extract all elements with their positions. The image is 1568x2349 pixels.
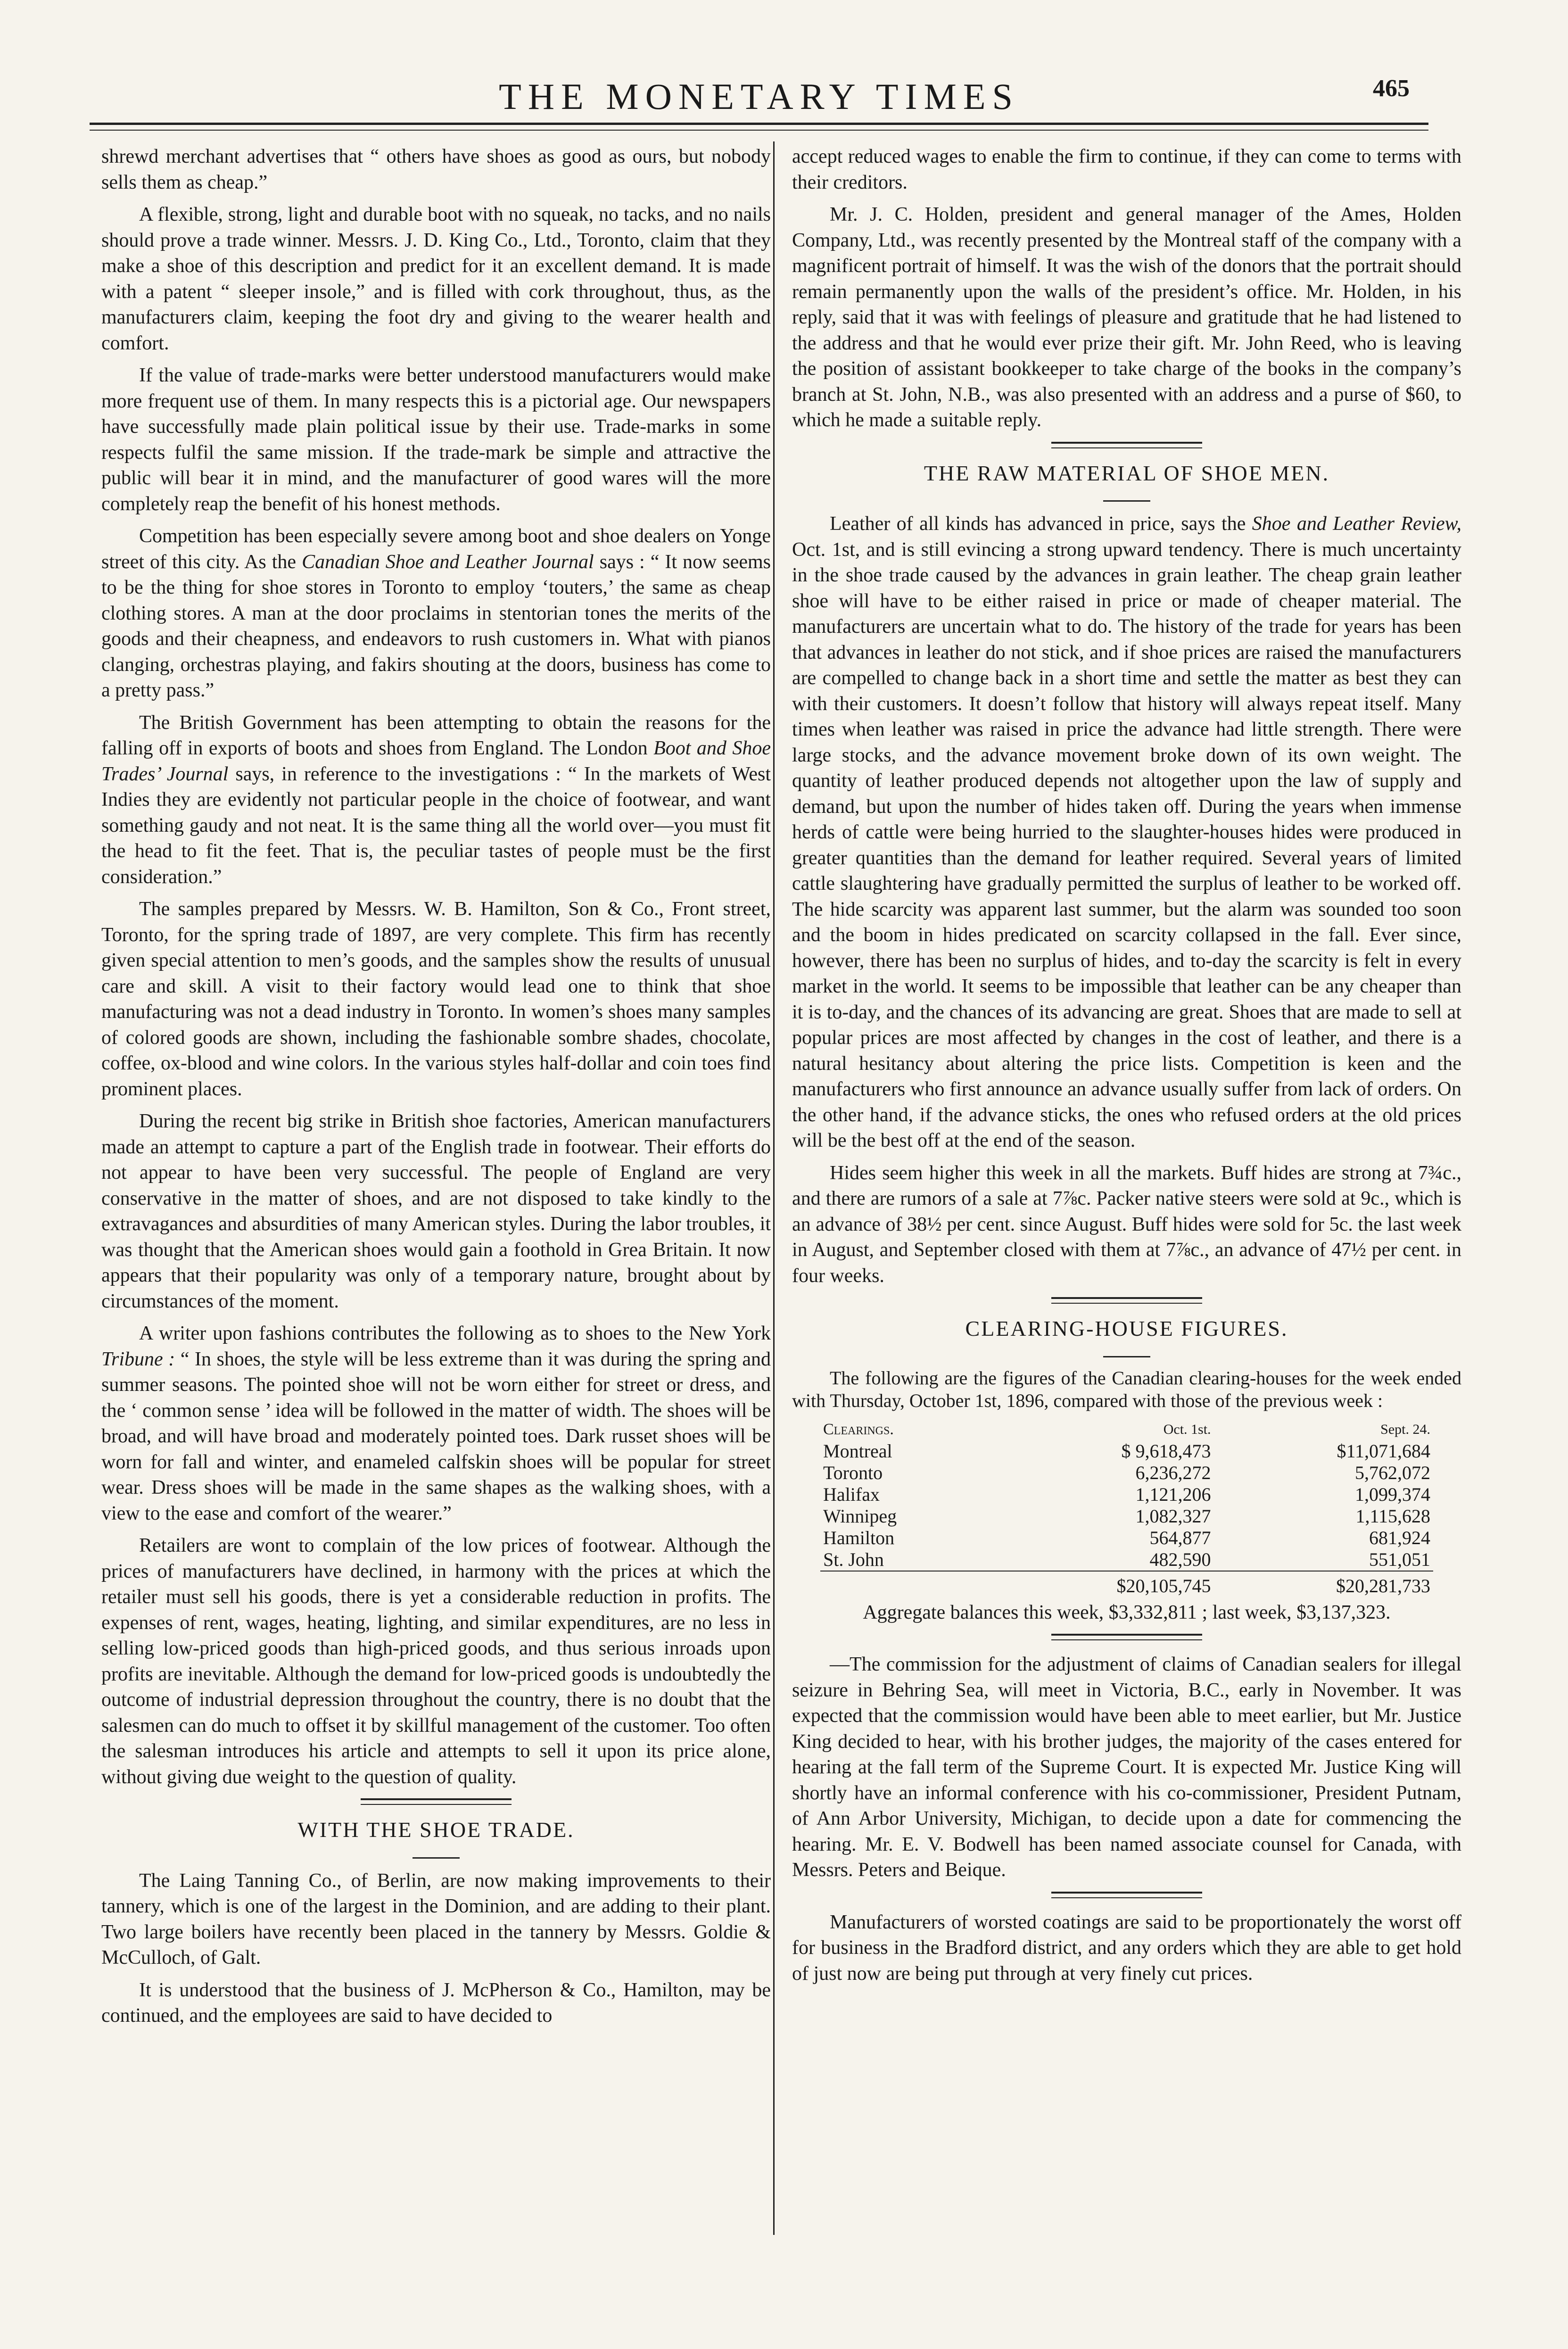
sept-cell: $11,071,684 [1337,1440,1430,1462]
section-rule [1051,1634,1202,1640]
text: The British Government has been attempting to obtain the reasons for the falling off in exports of boots and shoes from England. The London [101,711,771,759]
paragraph: Hides seem higher this week in all the markets. Buff hides are strong at 7¾c., and there are rumors of a sale at 7⅞c. Packer native steers were sold at 9c., which is an advance of 38½ per cent. since August. Buff hides were sold for 5c. the last week in August, and September closed with them at 7⅞c., an advance of 47½ per cent. in four weeks. [792,1162,1461,1287]
section-heading: THE RAW MATERIAL OF SHOE MEN. [924,461,1330,485]
oct-cell: 482,590 [1149,1548,1211,1570]
sept-cell: 1,115,628 [1355,1505,1430,1527]
paragraph: During the recent big strike in British shoe factories, American manufacturers made an attempt to capture a part of the English trade in footwear. Their efforts do not appear to have been very successful. The people of England are very conservative in the matter of shoes, and are not disposed to take kindly to the extravagances and absurdities of many American styles. During the labor troubles, it was thought that the American shoes would gain a foothold in Grea Britain. It now appears that their popularity was only of a temporary nature, brought about by circumstances of the moment. [101,1110,771,1312]
text: “ In shoes, the style will be less extreme than it was during the spring and summer seasons. The pointed shoe will not be worn either for street or dress, and the ‘ common sense ’ idea will be followed in the matter of width. The shoes will be broad, and will have broad and moderately pointed toes. Dark russet shoes will be worn for fall and winter, and enameled calfskin shoes will be popular for street wear. Dress shoes will be made in the same shapes as the walking shoes, with a view to the ease and comfort of the wearer.” [101,1348,771,1524]
paragraph: The following are the figures of the Canadian clearing-houses for the week ended with Thursday, October 1st, 1896, compared with those of the previous week : [792,1367,1461,1411]
oct-cell: 564,877 [1149,1527,1211,1548]
paragraph: shrewd merchant advertises that “ others have shoes as good as ours, but nobody sells them as cheap.” [101,146,771,193]
total-label-cell [820,1571,994,1597]
section-rule [361,1798,512,1805]
table-row [820,1549,1433,1571]
total-row [820,1571,1433,1597]
oct-cell: $ 9,618,473 [1121,1440,1211,1462]
header-rule [90,130,1428,131]
text: A writer upon fashions contributes the following as to shoes to the New York [139,1323,771,1344]
paragraph: Mr. J. C. Holden, president and general manager of the Ames, Holden Company, Ltd., was recently presented by the Montreal staff of the company with a magnificent portrait of himself. It was the wish of the donors that the portrait should remain permanently upon the walls of the president’s office. Mr. Holden, in his reply, said that it was with feelings of pleasure and gratitude that he had listened to the address and that he would ever prize their gift. Mr. John Reed, who is leaving the position of assistant bookkeeper to take charge of the books in the company’s branch at St. John, N.B., was also presented with an address and a purse of $60, to which he made a suitable reply. [792,204,1461,431]
paragraph: The samples prepared by Messrs. W. B. Hamilton, Son & Co., Front street, Toronto, for the spring trade of 1897, are very complete. This firm has recently given special attention to men’s goods, and the samples show the results of unusual care and skill. A visit to their factory would lead one to think that shoe manufacturing was not a dead industry in Toronto. In women’s shoes many samples of colored goods are shown, including the fashionable sombre shades, chocolate, coffee, ox-blood and wine colors. In the various styles half-dollar and coin toes find prominent places. [101,898,771,1100]
oct-cell: 1,082,327 [1135,1505,1211,1527]
paragraph: A flexible, strong, light and durable boot with no squeak, no tacks, and no nails should prove a trade winner. Messrs. J. D. King Co., Ltd., Toronto, claim that they make a shoe of this description and predict for it an excellent demand. It is made with a patent “ sleeper insole,” and is filled with cork throughout, thus, as the manufacturers claim, keeping the foot dry and giving to the wearer health and comfort. [101,204,771,354]
oct-cell: 6,236,272 [1135,1462,1211,1483]
section-rule [1051,1892,1202,1898]
paragraph [101,523,771,703]
text: says, in reference to the investigations : “ In the markets of West Indies they are evidently not particular people in the choice of footwear, and want something gaudy and not neat. It is the same thing all the world over—you must fit the head to fit the feet. That is, the peculiar tastes of people must be the first consideration.” [101,763,771,888]
paragraph [101,710,771,890]
paragraph: Retailers are wont to complain of the low prices of footwear. Although the prices of manufacturers have declined, in harmony with the prices at which the retailer must sell his goods, there is yet a considerable reduction in profits. The expenses of rent, wages, heating, lighting, and similar expenditures, are no less in selling low-priced goods than high-priced goods, and thus serious inroads upon profits are inevitable. Although the demand for low-priced goods is undoubtedly the outcome of industrial depression throughout the country, there is no doubt that the salesmen can do much to offset it by skillful management of the customer. Too often the salesman introduces his article and attempts to sell it upon its price alone, without giving due weight to the question of quality. [101,1535,771,1788]
heading-rule [1103,500,1150,502]
publication-name: Canadian Shoe and Leather Journal [302,551,594,573]
text: Competition has been especially severe among boot and shoe dealers on Yonge street of this city. As the [101,525,771,573]
paragraph: —The commission for the adjustment of claims of Canadian sealers for illegal seizure in Behring Sea, will meet in Victoria, B.C., early in November. It was expected that the commission would have been able to meet earlier, but Mr. Justice King decided to hear, with his brother judges, the majority of the cases entered for hearing at the fall term of the Supreme Court. It is expected Mr. Justice King will shortly have an informal conference with his co-commissioner, President Putnam, of Ann Arbor University, Michigan, to decide upon a date for commencing the hearing. Mr. E. V. Bodwell has been named associate counsel for Canada, with Messrs. Peters and Beique. [792,1654,1461,1881]
total-oct-cell: $20,105,745 [994,1571,1213,1597]
paragraph: The Laing Tanning Co., of Berlin, are now making improvements to their tannery, which is one of the largest in the Dominion, and are adding to their plant. Two large boilers have recently been placed in the tannery by Messrs. Goldie & McCulloch, of Galt. [101,1869,771,1969]
sept-cell: 5,762,072 [1355,1462,1430,1483]
aggregate-balances: Aggregate balances this week, $3,332,811 ; last week, $3,137,323. [863,1601,1391,1623]
publication-name: Shoe and Leather Review, [1252,513,1461,535]
oct-cell: 1,121,206 [1135,1483,1211,1505]
sept-cell: 681,924 [1369,1527,1430,1548]
text: says : “ It now seems to be the thing for shoe stores in Toronto to employ ‘touters,’ the same as cheap clothing stores. A man at the door proclaims in stentorian tones the merits of the goods and their cheapness, and endeavors to rush customers in. What with pianos clanging, orchestras playing, and fakirs shouting at the doors, business has come to a pretty pass.” [101,551,771,701]
city-cell: Montreal [823,1440,892,1462]
clearing-table [820,1419,1433,1597]
publication-name: Boot and Shoe Trades’ Journal [101,737,771,785]
table-row [820,1484,1433,1505]
city-cell: St. John [823,1548,884,1570]
paragraph: If the value of trade-marks were better understood manufacturers would make more frequent use of them. In many respects this is a pictorial age. Our newspapers have successfully made plain political issue by their use. Trade-marks in some respects fulfil the same mission. If the trade-mark be simple and attractive the public will bear it in mind, and the manufacturer of good wares will the more completely reap the benefit of his honest methods. [101,364,771,515]
column-header: Sept. 24. [1380,1421,1430,1437]
text: Leather of all kinds has advanced in price, says the [830,513,1252,535]
table-row [820,1440,1433,1462]
heading-rule [413,1857,460,1859]
city-cell: Hamilton [823,1527,895,1548]
column-header: Oct. 1st. [1163,1421,1211,1437]
column-divider [773,141,775,2235]
city-cell: Toronto [823,1462,883,1483]
sept-cell: 551,051 [1369,1548,1430,1570]
table-header [820,1419,1433,1440]
table-row [820,1505,1433,1527]
section-heading: CLEARING-HOUSE FIGURES. [965,1316,1288,1340]
paragraph: Manufacturers of worsted coatings are said to be proportionately the worst off for business in the Bradford district, and any orders which they are able to get hold of just now are being put through at very finely cut prices. [792,1911,1461,1985]
city-cell: Winnipeg [823,1505,897,1527]
table-row [820,1462,1433,1484]
city-cell: Halifax [823,1483,880,1505]
page-number: 465 [1373,75,1410,102]
publication-name: Tribune : [101,1348,175,1370]
left-column [101,144,771,2035]
paragraph [792,511,1461,1154]
paragraph: It is understood that the business of J. McPherson & Co., Hamilton, may be continued, and the employees are said to have decided to [101,1979,771,2026]
paragraph [101,1321,771,1526]
paragraph: accept reduced wages to enable the firm to continue, if they can come to terms with their creditors. [792,146,1461,193]
section-rule [1051,442,1202,448]
table-row [820,1527,1433,1549]
text: Oct. 1st, and is still evincing a strong upward tendency. There is much uncertainty in the shoe trade caused by the advances in grain leather. The cheap grain leather shoe will have to be either raised in price or made of cheaper material. The manufacturers are uncertain what to do. The history of the trade for years has been that advances in leather do not stick, and if shoe prices are raised the manufacturers are compelled to change back in a short time and settle the matter as best they can with their customers. It doesn’t follow that history will always repeat itself. Many times when leather was raised in price the advance had little strength. There were large stocks, and the advance movement broke down of its own weight. The quantity of leather produced depends not altogether upon the law of supply and demand, but upon the number of hides taken off. During the years when immense herds of cattle were being hurried to the slaughter-houses hides were produced in greater quantities than the demand for leather required. Several years of limited cattle slaughtering have gradually permitted the surplus of leather to be worked off. The hide scarcity was apparent last summer, but the alarm was sounded too soon and the boom in hides predicated on scarcity collapsed in the fall. Ever since, however, there has been no surplus of hides, and to-day the scarcity is felt in every market in the world. It seems to be impossible that leather can be any cheaper than it is to-day, and the chances of its advancing are great. Shoes that are made to sell at popular prices are most affected by changes in the cost of leather, and there is a natural hesitancy about altering the price lists. Competition is keen and the manufacturers who first announce an advance usually suffer from lack of orders. On the other hand, if the advance sticks, the ones who refused orders at the old prices will be the best off at the end of the season. [792,538,1461,1151]
heading-rule [1103,1356,1150,1357]
masthead [90,71,1428,125]
publication-title: THE MONETARY TIMES [499,76,1019,117]
section-rule [1051,1297,1202,1304]
section-heading: WITH THE SHOE TRADE. [297,1818,575,1842]
sept-cell: 1,099,374 [1355,1483,1430,1505]
column-header: Clearings. [823,1420,894,1438]
total-sept-cell: $20,281,733 [1214,1571,1433,1597]
right-column [792,144,1461,1993]
